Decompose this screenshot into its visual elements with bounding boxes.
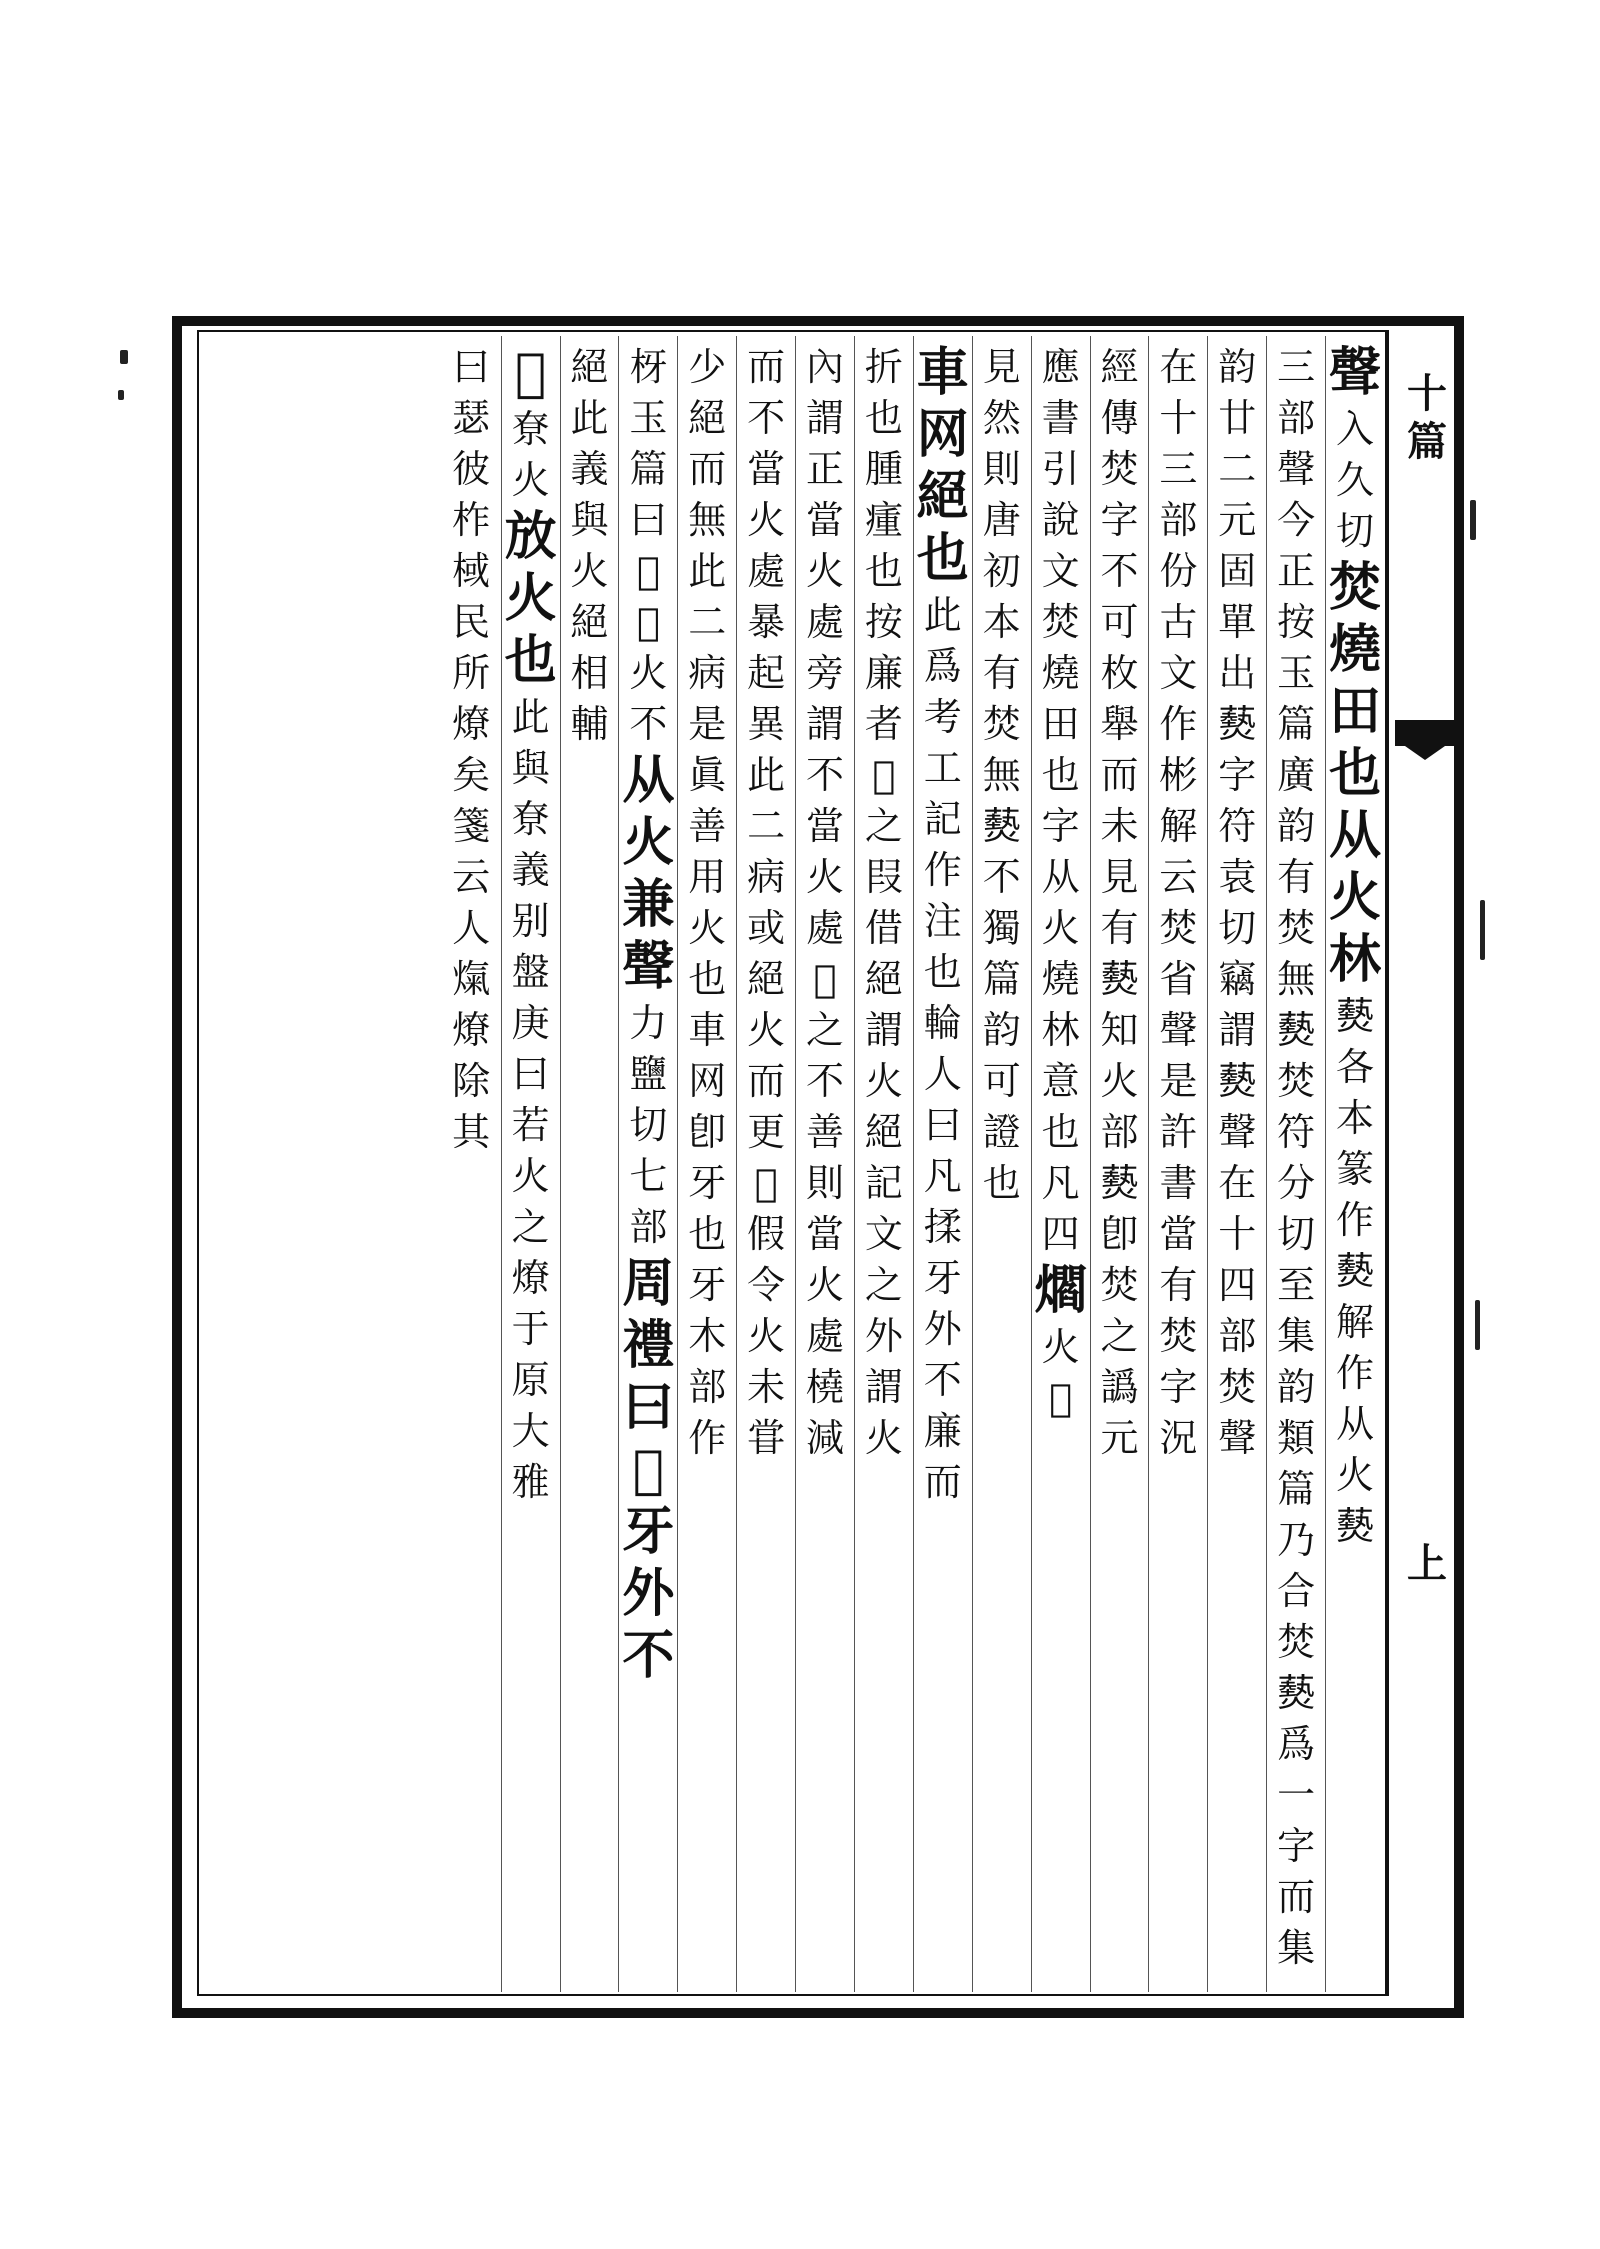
main-text-segment: 燒 田 也 从 火 林 — [1329, 619, 1382, 990]
text-column — [560, 336, 619, 1992]
text-column — [677, 336, 736, 1992]
ink-speck — [118, 390, 124, 400]
commentary-segment: 經 傳 焚 字 不 可 枚 舉 而 未 見 有 𤑔 知 火 部 𤑔 卽 焚 之 譌 元 — [1100, 345, 1139, 1460]
text-column — [854, 336, 913, 1992]
ink-speck — [1475, 1300, 1480, 1350]
text-column — [618, 336, 677, 1992]
text-column — [501, 336, 560, 1992]
main-text-segment: 車 网 絕 也 — [916, 342, 969, 589]
text-column — [442, 336, 501, 1992]
commentary-segment: 而 不 當 火 處 暴 起 異 此 二 病 或 絕 火 而 更 𤎅 假 令 火 未 甞 — [747, 345, 786, 1460]
commentary-segment: 絕 此 義 與 火 絕 相 輔 — [570, 345, 609, 746]
volume-label — [1402, 370, 1452, 466]
volume-char: 十 — [1407, 370, 1447, 417]
main-text-segment: 周 禮 曰 𤎅 牙 外 不 — [622, 1253, 675, 1686]
commentary-segment: 入 久 切 — [1336, 407, 1375, 553]
text-column — [1207, 336, 1266, 1992]
main-text-segment: 聲 — [1329, 342, 1382, 403]
text-columns — [206, 336, 1384, 1992]
commentary-segment: 𤑔 各 本 篆 作 𤑔 解 作 从 火 𤑔 — [1336, 994, 1375, 1548]
text-column — [913, 336, 972, 1992]
main-text-segment: 从 火 兼 聲 — [622, 750, 675, 997]
commentary-segment: 曰 瑟 彼 柞 棫 民 所 燎 矣 箋 云 人 熂 燎 除 其 — [452, 345, 491, 1154]
text-column — [1266, 336, 1325, 1992]
ink-speck — [120, 350, 128, 364]
commentary-segment: 枒 玉 篇 曰 𤓰 𤓰 火 不 — [629, 345, 668, 746]
main-text-segment: 放 火 也 — [504, 506, 557, 691]
text-column — [1148, 336, 1207, 1992]
commentary-segment: 折 也 腫 瘇 也 按 廉 者 𤓰 之 叚 借 絕 謂 火 絕 記 文 之 外 謂 火 — [864, 345, 903, 1460]
commentary-segment: 韵 廿 二 元 固 單 出 𤑔 字 符 袁 切 竊 謂 𤑔 聲 在 十 四 部 焚 聲 — [1218, 345, 1257, 1460]
commentary-segment: 在 十 三 部 份 古 文 作 彬 解 云 焚 省 聲 是 許 書 當 有 焚 字 況 — [1159, 345, 1198, 1460]
commentary-segment: 尞 火 — [511, 407, 550, 502]
page-side-label — [1402, 1540, 1452, 1588]
commentary-segment: 少 絕 而 無 此 二 病 是 眞 善 用 火 也 車 网 卽 牙 也 牙 木 部 作 — [688, 345, 727, 1460]
volume-char: 篇 — [1407, 418, 1447, 465]
commentary-segment: 此 爲 考 工 記 作 注 也 輪 人 曰 凡 揉 牙 外 不 廉 而 — [923, 593, 962, 1504]
ink-speck — [1480, 900, 1485, 960]
commentary-segment: 火 𤎅 — [1041, 1325, 1080, 1420]
ink-speck — [1470, 500, 1476, 540]
commentary-segment: 見 然 則 唐 初 本 有 焚 無 𤑔 不 獨 篇 韵 可 證 也 — [982, 345, 1021, 1205]
text-column — [1090, 336, 1149, 1992]
commentary-segment: 三 部 — [1277, 345, 1316, 440]
main-text-segment: 𤓰 — [514, 342, 547, 403]
text-column — [1325, 336, 1384, 1992]
page-side-char: 上 — [1407, 1540, 1447, 1587]
commentary-segment: 此 與 尞 義 别 盤 庚 曰 若 火 之 燎 于 原 大 雅 — [511, 695, 550, 1504]
text-column — [972, 336, 1031, 1992]
fish-tail-mark — [1395, 720, 1455, 746]
text-column — [795, 336, 854, 1992]
text-column — [736, 336, 795, 1992]
commentary-segment: 力 鹽 切 七 部 — [629, 1001, 668, 1249]
commentary-segment: 有 焚 無 𤑔 焚 符 分 切 至 集 韵 類 篇 乃 合 焚 𤑔 爲 一 字 而 集 — [1277, 855, 1316, 1970]
main-text-segment: 焚 — [1329, 557, 1382, 618]
main-text-segment: 爓 — [1034, 1260, 1087, 1321]
text-column — [1031, 336, 1090, 1992]
page-margin-strip — [1387, 330, 1457, 1996]
commentary-segment: 聲 今 正 按 玉 篇 廣 韵 — [1277, 447, 1316, 848]
commentary-segment: 應 書 引 說 文 焚 燒 田 也 字 从 火 燒 林 意 也 凡 四 — [1041, 345, 1080, 1256]
commentary-segment: 內 謂 正 當 火 處 旁 謂 不 當 火 處 𤎅 之 不 善 則 當 火 處 橈 減 — [806, 345, 845, 1460]
